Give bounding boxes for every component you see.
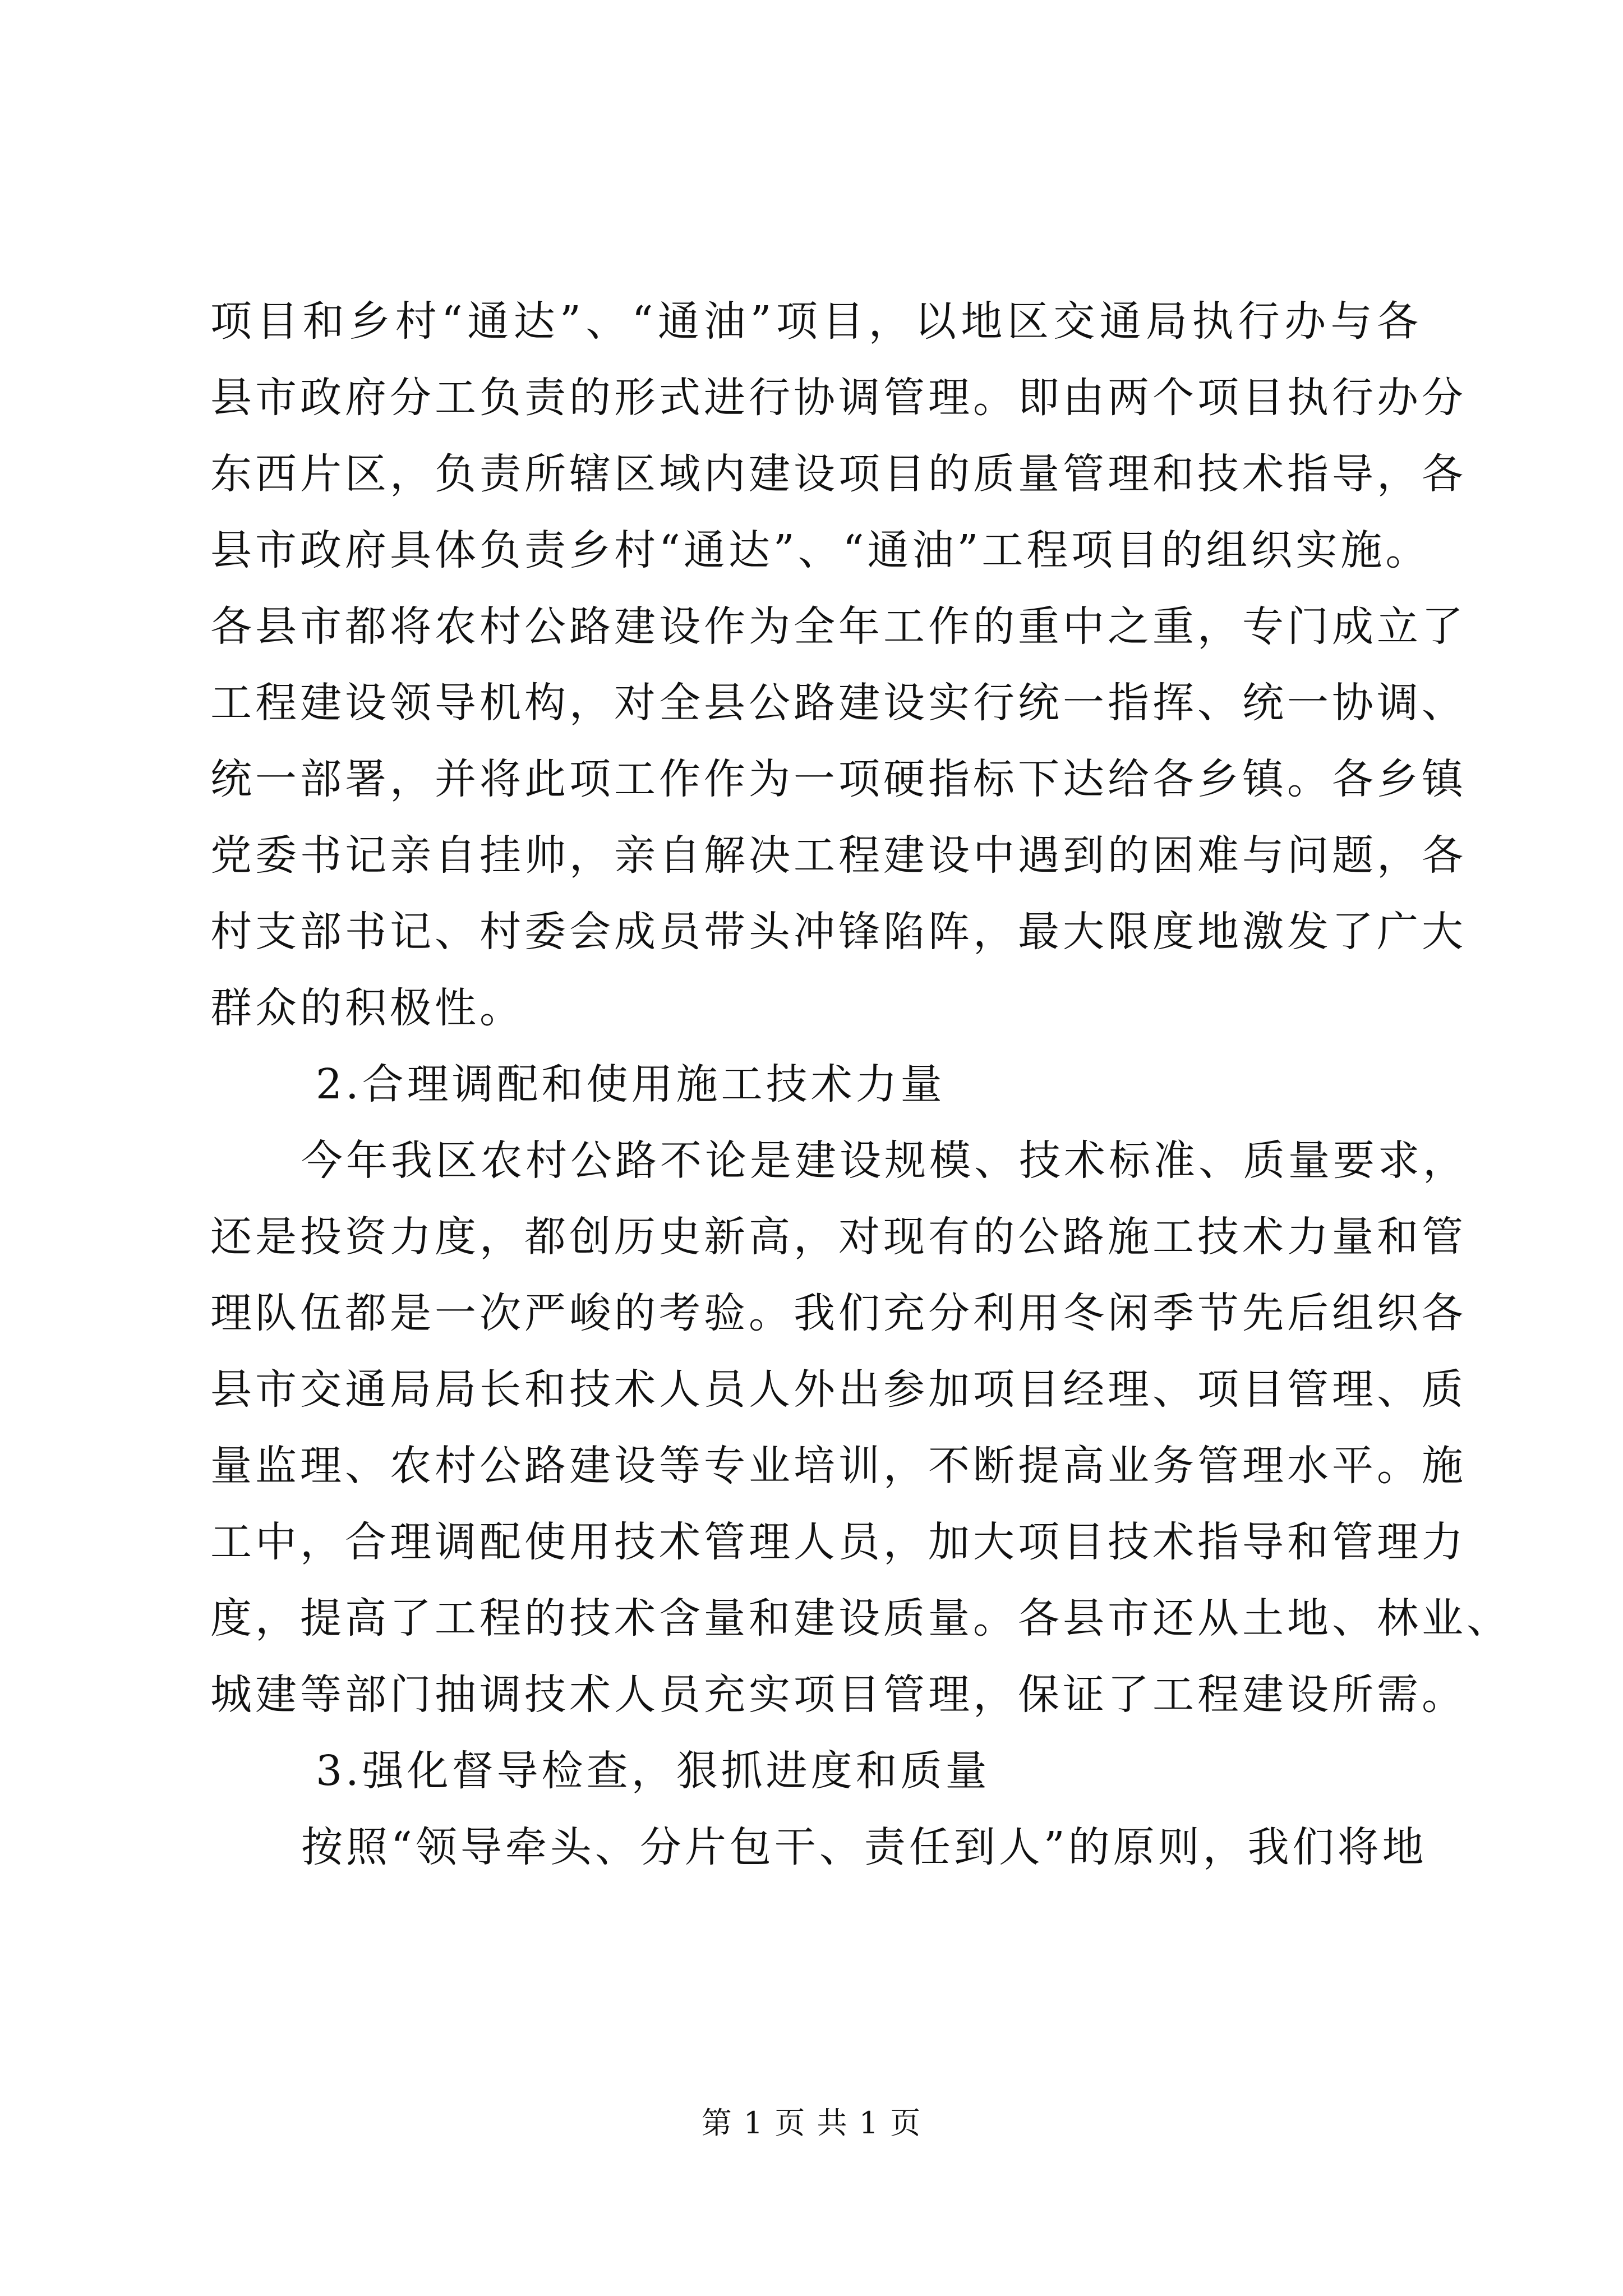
text-line: 县市交通局局长和技术人员人外出参加项目经理、项目管理、质 [210, 1365, 1467, 1414]
section-heading: 3.强化督导检查，狠抓进度和质量 [316, 1747, 990, 1795]
text-line: 县市政府具体负责乡村“通达”、“通油”工程项目的组织实施。 [210, 526, 1431, 574]
text-line: 各县市都将农村公路建设作为全年工作的重中之重，专门成立了 [210, 602, 1467, 651]
text-line: 项目和乡村“通达”、“通油”项目，以地区交通局执行办与各 [210, 297, 1422, 346]
text-line: 工中，合理调配使用技术管理人员，加大项目技术指导和管理力 [210, 1518, 1467, 1566]
text-line: 党委书记亲自挂帅，亲自解决工程建设中遇到的困难与问题，各 [210, 831, 1467, 880]
text-line: 工程建设领导机构，对全县公路建设实行统一指挥、统一协调、 [210, 679, 1467, 727]
text-line: 度，提高了工程的技术含量和建设质量。各县市还从土地、林业、 [210, 1594, 1511, 1642]
document-body [210, 283, 1511, 1885]
text-line: 县市政府分工负责的形式进行协调管理。即由两个项目执行办分 [210, 374, 1467, 422]
paragraph-first-line: 今年我区农村公路不论是建设规模、技术标准、质量要求， [301, 1137, 1468, 1185]
page-number-footer: 第 1 页 共 1 页 [701, 2105, 922, 2141]
text-line: 城建等部门抽调技术人员充实项目管理，保证了工程建设所需。 [210, 1671, 1467, 1719]
text-line: 理队伍都是一次严峻的考验。我们充分利用冬闲季节先后组织各 [210, 1289, 1467, 1337]
text-line: 村支部书记、村委会成员带头冲锋陷阵，最大限度地激发了广大 [210, 908, 1467, 956]
section-heading: 2.合理调配和使用施工技术力量 [316, 1060, 946, 1108]
text-line: 东西片区，负责所辖区域内建设项目的质量管理和技术指导，各 [210, 450, 1467, 498]
text-line: 群众的积极性。 [210, 984, 524, 1032]
text-line: 统一部署，并将此项工作作为一项硬指标下达给各乡镇。各乡镇 [210, 755, 1467, 803]
text-line: 量监理、农村公路建设等专业培训，不断提高业务管理水平。施 [210, 1442, 1467, 1490]
text-line: 还是投资力度，都创历史新高，对现有的公路施工技术力量和管 [210, 1213, 1467, 1261]
paragraph-first-line: 按照“领导牵头、分片包干、责任到人”的原则，我们将地 [301, 1823, 1427, 1871]
